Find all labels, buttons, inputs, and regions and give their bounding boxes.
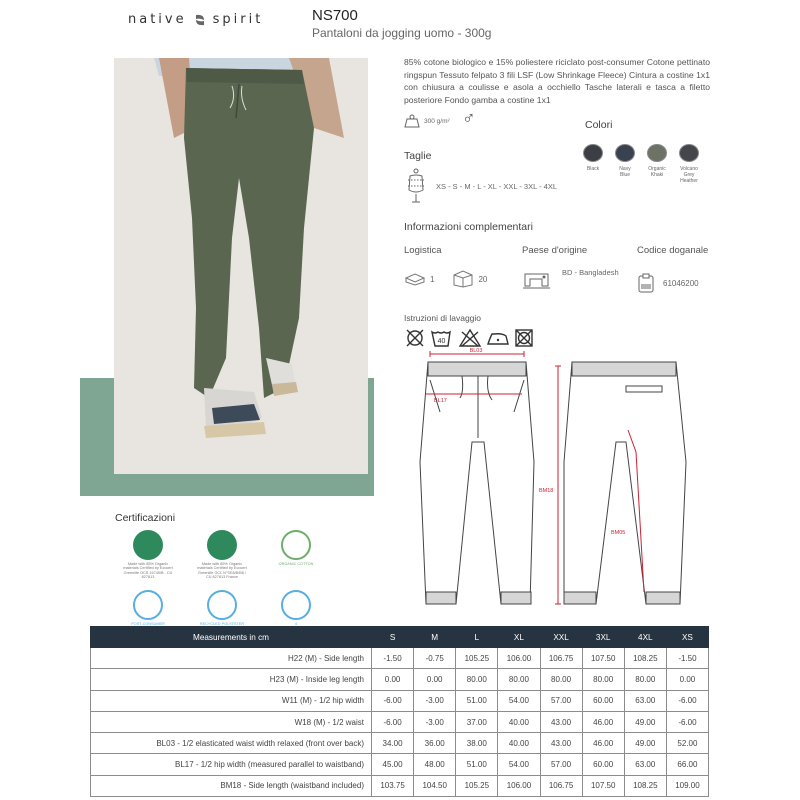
table-row (91, 775, 709, 796)
ocs-blended-certification (196, 530, 248, 580)
cell: 80.00 (498, 669, 540, 690)
cell: -1.50 (372, 648, 414, 669)
wash-temp: 40 (437, 338, 446, 345)
cell: W18 (M) - 1/2 waist (91, 711, 372, 732)
leaf-icon (193, 13, 207, 27)
swatch-label: Navy Blue (619, 166, 631, 178)
cell: 37.00 (456, 711, 498, 732)
cell: 107.50 (582, 648, 624, 669)
logistics-title: Logistica (404, 245, 442, 256)
header-size: XL (498, 627, 540, 648)
cell: BL03 - 1/2 elasticated waist width relaxed (front over back) (91, 733, 372, 754)
label-bm05: BM05 (611, 530, 626, 536)
cell: -6.00 (666, 690, 708, 711)
cell: 104.50 (414, 775, 456, 796)
package-icon (404, 272, 426, 286)
certifications-grid (122, 530, 322, 640)
cell: 63.00 (624, 754, 666, 775)
cell: 103.75 (372, 775, 414, 796)
color-swatches (582, 144, 700, 184)
ocs-icon (133, 530, 163, 560)
cert-text: ORGANIC COTTON (278, 562, 314, 566)
cell: 80.00 (624, 669, 666, 690)
swatch-dot (679, 144, 699, 162)
cell: 80.00 (540, 669, 582, 690)
cell: 63.00 (624, 690, 666, 711)
logistics-values (404, 270, 487, 288)
header-size: 4XL (624, 627, 666, 648)
mannequin-icon (404, 168, 428, 204)
recycled-icon (133, 590, 163, 620)
origin-title: Paese d'origine (522, 245, 588, 256)
info-title: Informazioni complementari (404, 221, 533, 233)
header-size: L (456, 627, 498, 648)
box-icon (452, 270, 474, 288)
wash-title: Istruzioni di lavaggio (404, 313, 482, 323)
cell: -3.00 (414, 690, 456, 711)
color-swatch[interactable] (678, 144, 700, 184)
header-size: S (372, 627, 414, 648)
cell: 49.00 (624, 733, 666, 754)
cert-text: POST-CONSUMER (131, 621, 165, 626)
cell: 106.75 (540, 775, 582, 796)
cell: 60.00 (582, 690, 624, 711)
logistics-unit: 1 (430, 274, 435, 284)
product-description: 85% cotone biologico e 15% poliestere riciclato post-consumer Cotone pettinato ringspun Tessuto felpato 3 fili LSF (Low Shrinkage Fleece) Cintura a costine 1x1 con chiusura a coulisse e asola a occhiello Tasche laterali e tasca a filetto posteriore Fondo gamba a costine 1x1 (404, 57, 710, 105)
sewing-machine-icon (522, 268, 552, 292)
header-size: 3XL (582, 627, 624, 648)
cell: 38.00 (456, 733, 498, 754)
cell: -6.00 (666, 711, 708, 732)
table-row (91, 733, 709, 754)
table-header-row (91, 627, 709, 648)
header-measurements: Measurements in cm (91, 627, 372, 648)
product-name: Pantaloni da jogging uomo - 300g (312, 26, 492, 40)
table-row (91, 690, 709, 711)
cell: 43.00 (540, 711, 582, 732)
cell: 106.00 (498, 775, 540, 796)
recycled-certification (122, 590, 174, 631)
cell: H23 (M) - Inside leg length (91, 669, 372, 690)
colors-title: Colori (585, 119, 613, 131)
cell: 52.00 (666, 733, 708, 754)
cell: 49.00 (624, 711, 666, 732)
weight-info (404, 114, 450, 128)
cell: 60.00 (582, 754, 624, 775)
cell: 109.00 (666, 775, 708, 796)
cell: 40.00 (498, 711, 540, 732)
cell: 57.00 (540, 690, 582, 711)
technical-drawing (404, 342, 704, 622)
cell: BM18 - Side length (waistband included) (91, 775, 372, 796)
cell: -6.00 (372, 690, 414, 711)
table-row (91, 669, 709, 690)
sizes-row (404, 168, 557, 204)
brand-name-left: native (128, 12, 187, 27)
cell: H22 (M) - Side length (91, 648, 372, 669)
cell: 0.00 (372, 669, 414, 690)
label-bm18: BM18 (539, 488, 554, 494)
label-bl03: BL03 (469, 348, 483, 354)
brand-name-right: spirit (212, 12, 264, 27)
table-row (91, 648, 709, 669)
cell: 106.00 (498, 648, 540, 669)
table-row (91, 711, 709, 732)
cell: 36.00 (414, 733, 456, 754)
cell: 108.25 (624, 775, 666, 796)
cell: 66.00 (666, 754, 708, 775)
swatch-label: Black (586, 166, 600, 172)
cell: -3.00 (414, 711, 456, 732)
cell: 0.00 (414, 669, 456, 690)
customs-value: 61046200 (663, 278, 699, 288)
recycled-polyester-icon (207, 590, 237, 620)
sizes-range: XS - S - M - L - XL - XXL - 3XL - 4XL (436, 181, 558, 191)
product-photo (114, 58, 368, 474)
cert-text: Made with 85% Organic materials Certified by Ecocert Greenlife GCL N°SE8/B/B6 / CU 827813 France (197, 562, 247, 580)
color-swatch[interactable] (614, 144, 636, 184)
cell: 54.00 (498, 690, 540, 711)
bottles-certification (270, 590, 322, 631)
cell: 108.25 (624, 648, 666, 669)
label-bl17: BL17 (434, 398, 447, 404)
cert-text: Made with 85% Organic materials Certified by Ecocert Greenlife OCS 15745/B - CU 827813 (123, 562, 173, 580)
header-size: XS (666, 627, 708, 648)
organic-cotton-certification (270, 530, 322, 580)
measurements-table (90, 626, 709, 797)
weight-value: 300 g/m² (424, 117, 450, 125)
header-size: XXL (540, 627, 582, 648)
cell: 107.50 (582, 775, 624, 796)
color-swatch[interactable] (582, 144, 604, 184)
cell: 45.00 (372, 754, 414, 775)
table-row (91, 754, 709, 775)
swatch-dot (615, 144, 635, 162)
cell: 105.25 (456, 775, 498, 796)
cell: 46.00 (582, 733, 624, 754)
cert-text: RECYCLED POLYESTER (199, 621, 245, 626)
weight-icon (404, 114, 420, 128)
logistics-box: 20 (478, 274, 488, 284)
cell: 46.00 (582, 711, 624, 732)
swatch-label: Organic Khaki (648, 166, 666, 178)
swatch-label: Volcano Grey Heather (680, 166, 698, 184)
cell: BL17 - 1/2 hip width (measured parallel to waistband) (91, 754, 372, 775)
organic-cotton-icon (281, 530, 311, 560)
male-icon: ♂ (462, 108, 476, 128)
sizes-title: Taglie (404, 150, 432, 162)
color-swatch[interactable] (646, 144, 668, 184)
cell: 57.00 (540, 754, 582, 775)
customs-title: Codice doganale (637, 245, 709, 256)
cell: W11 (M) - 1/2 hip width (91, 690, 372, 711)
swatch-dot (583, 144, 603, 162)
customs-values (637, 272, 699, 294)
cell: 51.00 (456, 754, 498, 775)
header-size: M (414, 627, 456, 648)
cell: 80.00 (582, 669, 624, 690)
swatch-dot (647, 144, 667, 162)
cert-text: 4 (294, 621, 298, 626)
origin-value: BD - Bangladesh (562, 268, 619, 277)
certifications-title: Certificazioni (115, 512, 176, 524)
cell: 34.00 (372, 733, 414, 754)
cell: 80.00 (456, 669, 498, 690)
cell: 54.00 (498, 754, 540, 775)
cell: 51.00 (456, 690, 498, 711)
product-ref: NS700 (312, 7, 358, 24)
cell: 0.00 (666, 669, 708, 690)
ocs-certification (122, 530, 174, 580)
cell: -0.75 (414, 648, 456, 669)
customs-tag-icon (637, 272, 655, 294)
recycled-polyester-certification (196, 590, 248, 631)
bottle-icon (281, 590, 311, 620)
cell: 48.00 (414, 754, 456, 775)
cell: -6.00 (372, 711, 414, 732)
cell: -1.50 (666, 648, 708, 669)
cell: 40.00 (498, 733, 540, 754)
origin-values (522, 268, 619, 292)
cell: 106.75 (540, 648, 582, 669)
cell: 105.25 (456, 648, 498, 669)
brand-logo (128, 12, 263, 27)
cell: 43.00 (540, 733, 582, 754)
ocs-blended-icon (207, 530, 237, 560)
